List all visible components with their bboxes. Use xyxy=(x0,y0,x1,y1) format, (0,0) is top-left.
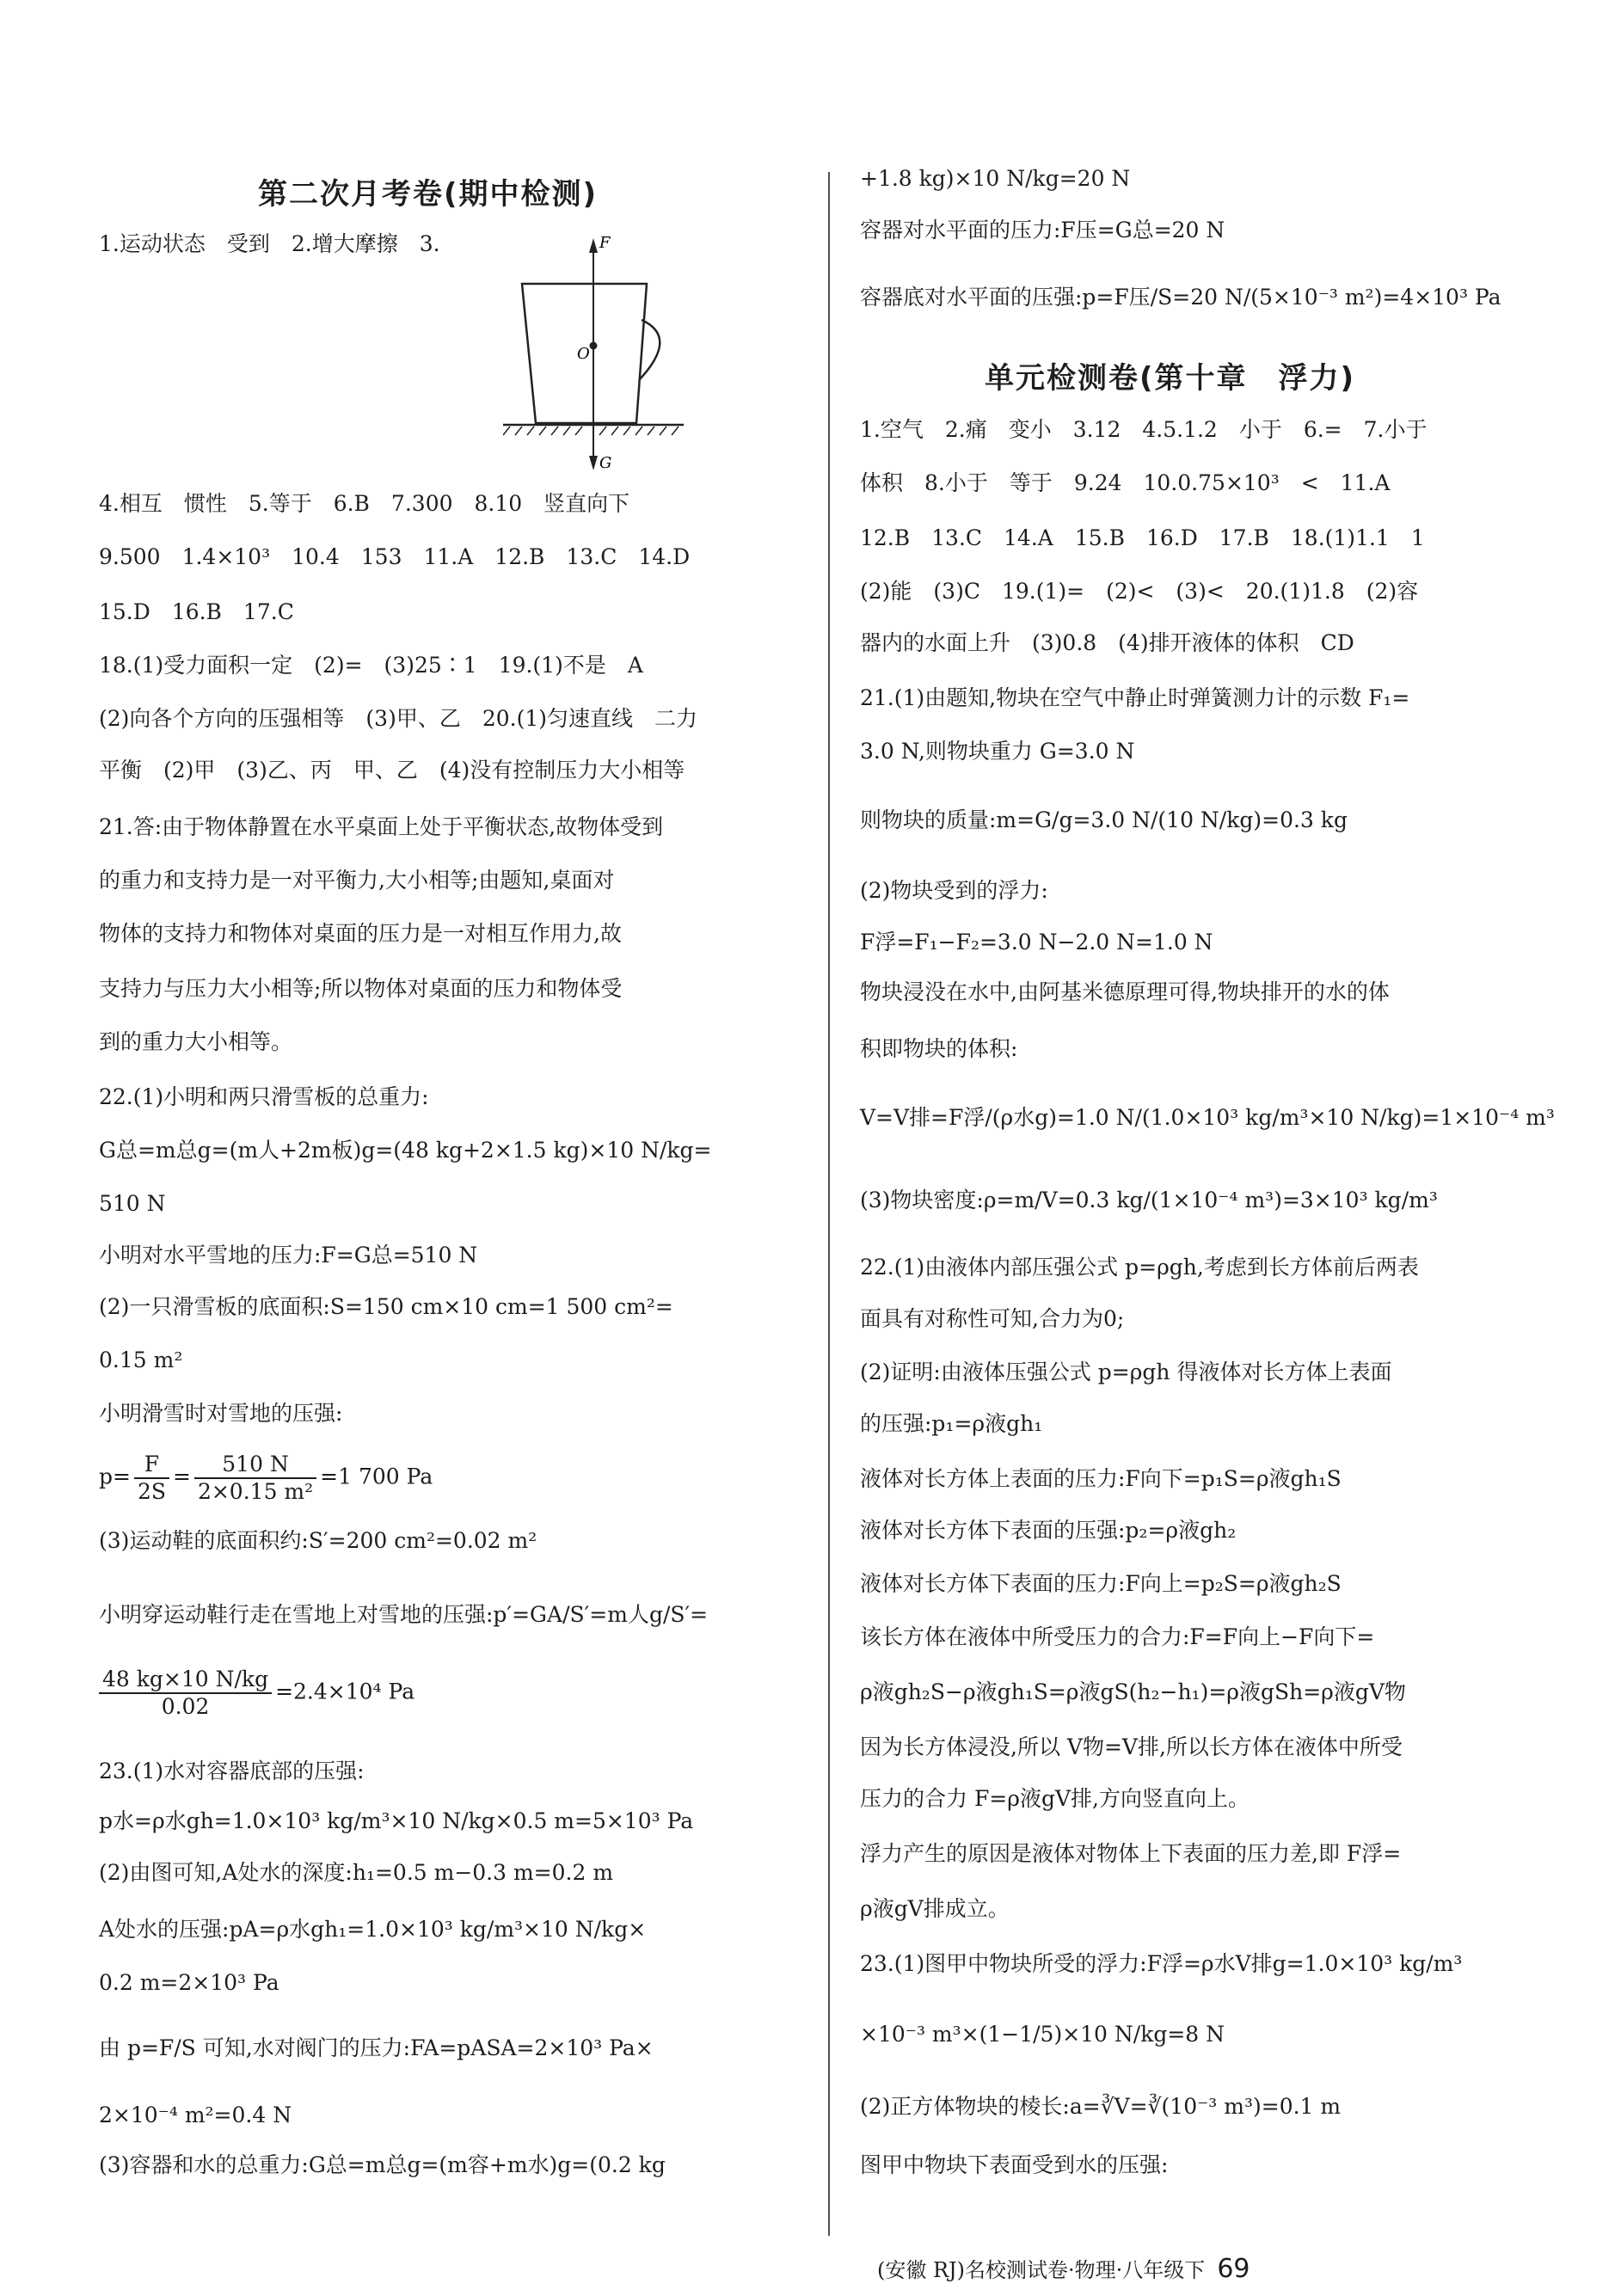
answer-line: 该长方体在液体中所受压力的合力:F=F向上−F向下= xyxy=(860,1624,1375,1649)
answer-line: F浮=F₁−F₂=3.0 N−2.0 N=1.0 N xyxy=(860,930,1213,955)
answer-line: (2)物块受到的浮力: xyxy=(860,878,1048,903)
answer-line: (2)能 (3)C 19.(1)= (2)< (3)< 20.(1)1.8 (2)容 xyxy=(860,579,1419,604)
force-f-label: F xyxy=(599,234,611,252)
answer-line: 0.15 m² xyxy=(99,1348,183,1372)
fraction xyxy=(194,1452,316,1505)
page-footer xyxy=(877,2253,1250,2284)
answer-line: (2)一只滑雪板的底面积:S=150 cm×10 cm=1 500 cm²= xyxy=(99,1294,673,1319)
answer-line: ρ液gV排成立。 xyxy=(860,1896,1010,1921)
answer-line: 1.空气 2.痛 变小 3.12 4.5.1.2 小于 6.= 7.小于 xyxy=(860,417,1428,442)
answer-line: 22.(1)由液体内部压强公式 p=ρgh,考虑到长方体前后两表 xyxy=(860,1255,1419,1280)
answer-line: 体积 8.小于 等于 9.24 10.0.75×10³ < 11.A xyxy=(860,470,1391,495)
answer-line: 小明穿运动鞋行走在雪地上对雪地的压强:p′=GA/S′=m人g/S′= xyxy=(99,1602,709,1627)
answer-line: 小明对水平雪地的压力:F=G总=510 N xyxy=(99,1243,478,1268)
answer-line: 液体对长方体下表面的压强:p₂=ρ液gh₂ xyxy=(860,1518,1237,1543)
pressure-formula xyxy=(99,1452,433,1505)
answer-line: p水=ρ水gh=1.0×10³ kg/m³×10 N/kg×0.5 m=5×10³ Pa xyxy=(99,1808,694,1833)
answer-line: 则物块的质量:m=G/g=3.0 N/(10 N/kg)=0.3 kg xyxy=(860,807,1348,832)
equals: = xyxy=(173,1464,191,1489)
answer-line: 23.(1)水对容器底部的压强: xyxy=(99,1759,365,1783)
center-o-label: O xyxy=(577,345,590,363)
answer-line: 的压强:p₁=ρ液gh₁ xyxy=(860,1411,1043,1436)
fraction xyxy=(99,1667,272,1720)
answer-line: ρ液gh₂S−ρ液gh₁S=ρ液gS(h₂−h₁)=ρ液gSh=ρ液gV物 xyxy=(860,1679,1406,1704)
fraction xyxy=(134,1452,169,1505)
answer-line: 因为长方体浸没,所以 V物=V排,所以长方体在液体中所受 xyxy=(860,1734,1403,1759)
answer-line: A处水的压强:pA=ρ水gh₁=1.0×10³ kg/m³×10 N/kg× xyxy=(99,1917,647,1942)
answer-line: 积即物块的体积: xyxy=(860,1036,1018,1061)
answer-line: 由 p=F/S 可知,水对阀门的压力:FA=pASA=2×10³ Pa× xyxy=(99,2035,654,2060)
answer-line: 容器底对水平面的压强:p=F压/S=20 N/(5×10⁻³ m²)=4×10³ Pa xyxy=(860,285,1501,310)
answer-line: 物体的支持力和物体对桌面的压力是一对相互作用力,故 xyxy=(99,921,622,946)
denominator: 0.02 xyxy=(161,1694,210,1719)
answer-line: 图甲中物块下表面受到水的压强: xyxy=(860,2152,1169,2177)
answer-line: 平衡 (2)甲 (3)乙、丙 甲、乙 (4)没有控制压力大小相等 xyxy=(99,758,685,783)
answer-line: 22.(1)小明和两只滑雪板的总重力: xyxy=(99,1084,429,1109)
formula-rhs: =2.4×10⁴ Pa xyxy=(275,1679,415,1704)
answer-line: 18.(1)受力面积一定 (2)= (3)25∶1 19.(1)不是 A xyxy=(99,653,643,678)
answer-line: 到的重力大小相等。 xyxy=(99,1029,293,1054)
answer-line: 9.500 1.4×10³ 10.4 153 11.A 12.B 13.C 14.D xyxy=(99,544,691,569)
answer-line: 0.2 m=2×10³ Pa xyxy=(99,1970,279,1995)
answer-line: (3)容器和水的总重力:G总=m总g=(m容+m水)g=(0.2 kg xyxy=(99,2152,666,2177)
answer-line: (3)物块密度:ρ=m/V=0.3 kg/(1×10⁻⁴ m³)=3×10³ kg/m³ xyxy=(860,1188,1438,1212)
answer-line: 小明滑雪时对雪地的压强: xyxy=(99,1401,343,1426)
force-g-label: G xyxy=(599,454,612,472)
answer-line: (2)正方体物块的棱长:a=∛V=∛(10⁻³ m³)=0.1 m xyxy=(860,2094,1342,2119)
left-section-title: 第二次月考卷(期中检测) xyxy=(258,177,599,212)
formula-lhs: p= xyxy=(99,1464,131,1489)
denominator: 2S xyxy=(137,1479,166,1504)
right-section-title: 单元检测卷(第十章 浮力) xyxy=(985,361,1356,396)
answer-line: 510 N xyxy=(99,1191,166,1216)
answer-line: 15.D 16.B 17.C xyxy=(99,599,294,624)
cup-force-diagram xyxy=(503,225,701,475)
denominator: 2×0.15 m² xyxy=(197,1479,314,1504)
answer-line: 支持力与压力大小相等;所以物体对桌面的压力和物体受 xyxy=(99,976,623,1001)
answer-line: 21.(1)由题知,物块在空气中静止时弹簧测力计的示数 F₁= xyxy=(860,685,1410,710)
answer-line: 的重力和支持力是一对平衡力,大小相等;由题知,桌面对 xyxy=(99,868,615,893)
column-divider xyxy=(828,172,830,2236)
pressure-formula-2 xyxy=(99,1667,414,1720)
answer-line: 21.答:由于物体静置在水平桌面上处于平衡状态,故物体受到 xyxy=(99,814,664,839)
footer-text: (安徽 RJ)名校测试卷·物理·八年级下 xyxy=(877,2258,1206,2282)
answer-line: 液体对长方体上表面的压力:F向下=p₁S=ρ液gh₁S xyxy=(860,1466,1342,1491)
answer-line: 2×10⁻⁴ m²=0.4 N xyxy=(99,2103,292,2127)
numerator: 510 N xyxy=(194,1452,316,1479)
answer-line: 23.(1)图甲中物块所受的浮力:F浮=ρ水V排g=1.0×10³ kg/m³ xyxy=(860,1951,1463,1976)
answer-line: 3.0 N,则物块重力 G=3.0 N xyxy=(860,739,1135,764)
answer-line: 物块浸没在水中,由阿基米德原理可得,物块排开的水的体 xyxy=(860,979,1390,1004)
answer-line: V=V排=F浮/(ρ水g)=1.0 N/(1.0×10³ kg/m³×10 N/kg)=1×10⁻⁴ m³ xyxy=(860,1105,1555,1130)
answer-line: 1.运动状态 受到 2.增大摩擦 3. xyxy=(99,231,440,256)
answer-line: 压力的合力 F=ρ液gV排,方向竖直向上。 xyxy=(860,1786,1250,1811)
answer-line: (2)向各个方向的压强相等 (3)甲、乙 20.(1)匀速直线 二力 xyxy=(99,706,697,731)
answer-line: ×10⁻³ m³×(1−1/5)×10 N/kg=8 N xyxy=(860,2022,1225,2047)
formula-rhs: =1 700 Pa xyxy=(320,1464,433,1489)
answer-line: (2)由图可知,A处水的深度:h₁=0.5 m−0.3 m=0.2 m xyxy=(99,1860,614,1885)
answer-line: G总=m总g=(m人+2m板)g=(48 kg+2×1.5 kg)×10 N/kg= xyxy=(99,1138,712,1163)
answer-line: 浮力产生的原因是液体对物体上下表面的压力差,即 F浮= xyxy=(860,1841,1402,1866)
answer-line: 器内的水面上升 (3)0.8 (4)排开液体的体积 CD xyxy=(860,630,1354,655)
answer-line: 12.B 13.C 14.A 15.B 16.D 17.B 18.(1)1.1 1 xyxy=(860,525,1425,550)
answer-line: +1.8 kg)×10 N/kg=20 N xyxy=(860,166,1131,191)
answer-line: 容器对水平面的压力:F压=G总=20 N xyxy=(860,218,1225,242)
numerator: F xyxy=(134,1452,169,1479)
numerator: 48 kg×10 N/kg xyxy=(99,1667,272,1694)
answer-line: 4.相互 惯性 5.等于 6.B 7.300 8.10 竖直向下 xyxy=(99,491,630,516)
answer-line: 面具有对称性可知,合力为0; xyxy=(860,1306,1125,1331)
page-number: 69 xyxy=(1217,2254,1250,2284)
answer-line: (2)证明:由液体压强公式 p=ρgh 得液体对长方体上表面 xyxy=(860,1360,1392,1384)
answer-line: (3)运动鞋的底面积约:S′=200 cm²=0.02 m² xyxy=(99,1528,537,1553)
answer-line: 液体对长方体下表面的压力:F向上=p₂S=ρ液gh₂S xyxy=(860,1571,1342,1596)
